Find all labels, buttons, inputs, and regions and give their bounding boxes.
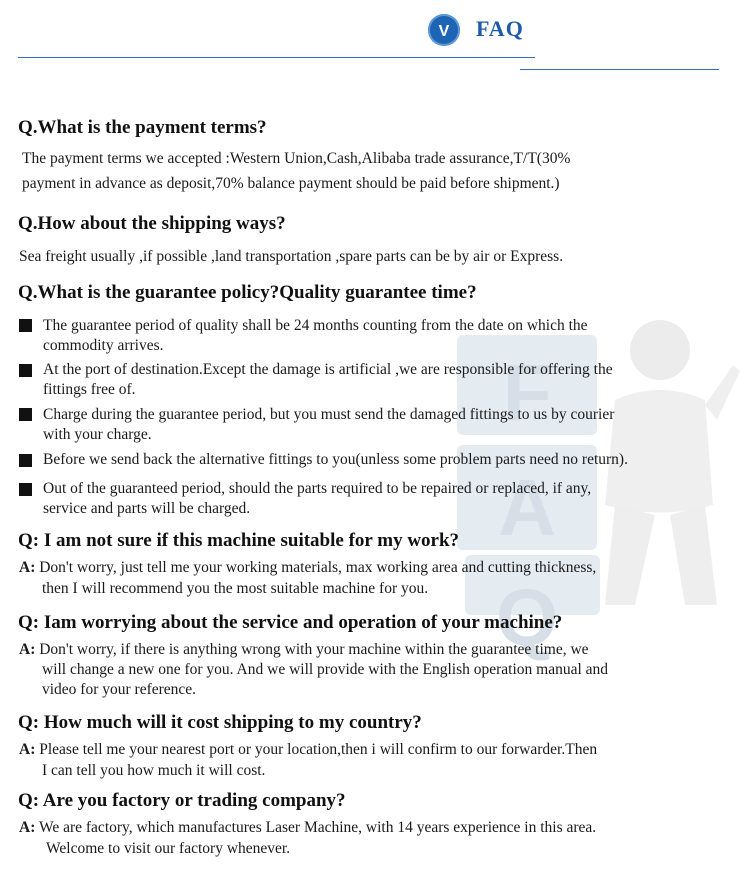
watermark-letter-f: F (502, 348, 552, 437)
guarantee-item-2-line2: fittings free of. (43, 381, 136, 398)
answer-service-line1 (19, 639, 589, 660)
answer-shipping-cost-line1 (19, 739, 597, 760)
guarantee-item-5-line1: Out of the guaranteed period, should the parts required to be repaired or replaced, if any, (43, 480, 592, 497)
bullet-icon (19, 483, 32, 496)
watermark-letter-q: Q (495, 573, 559, 662)
answer-machine-suitable-line1 (19, 557, 596, 578)
answer-service-line3: video for your reference. (42, 681, 197, 698)
watermark-letter-a: A (498, 463, 556, 552)
answer-payment-line2: payment in advance as deposit,70% balance payment should be paid before shipment.) (22, 175, 560, 192)
guarantee-item-2-line1: At the port of destination.Except the damage is artificial ,we are responsible for offering the (43, 361, 613, 378)
bullet-icon (19, 319, 32, 332)
logo-letter: V (438, 23, 450, 40)
answer-label: A: (19, 741, 36, 758)
question-machine-suitable: Q: I am not sure if this machine suitable for my work? (18, 530, 460, 551)
question-payment: Q.What is the payment terms? (18, 117, 267, 138)
answer-text: We are factory, which manufactures Laser Machine, with 14 years experience in this area. (35, 819, 597, 836)
answer-payment-line1: The payment terms we accepted :Western Union,Cash,Alibaba trade assurance,T/T(30% (22, 150, 571, 167)
faq-logo-icon (428, 14, 460, 46)
bullet-icon (19, 364, 32, 377)
guarantee-item-1-line2: commodity arrives. (43, 337, 164, 354)
question-service: Q: Iam worrying about the service and operation of your machine? (18, 612, 563, 633)
bullet-icon (19, 454, 32, 467)
answer-machine-suitable-line2: then I will recommend you the most suitable machine for you. (42, 580, 429, 597)
guarantee-item-3-line1: Charge during the guarantee period, but you must send the damaged fittings to us by courier (43, 406, 615, 423)
header-divider-left (18, 57, 535, 58)
guarantee-item-3-line2: with your charge. (43, 426, 152, 443)
bullet-icon (19, 408, 32, 421)
guarantee-item-1-line1: The guarantee period of quality shall be 24 months counting from the date on which the (43, 317, 588, 334)
answer-factory-line2: Welcome to visit our factory whenever. (46, 840, 291, 857)
question-guarantee: Q.What is the guarantee policy?Quality guarantee time? (18, 282, 477, 303)
answer-shipping: Sea freight usually ,if possible ,land transportation ,spare parts can be by air or Express. (19, 248, 564, 265)
answer-label: A: (19, 819, 36, 836)
answer-factory-line1 (19, 817, 596, 838)
guarantee-item-5-line2: service and parts will be charged. (43, 500, 251, 517)
question-shipping: Q.How about the shipping ways? (18, 213, 286, 234)
answer-label: A: (19, 559, 36, 576)
question-shipping-cost: Q: How much will it cost shipping to my country? (18, 712, 422, 733)
answer-service-line2: will change a new one for you. And we will provide with the English operation manual and (42, 661, 609, 678)
question-factory: Q: Are you factory or trading company? (18, 790, 346, 811)
answer-shipping-cost-line2: I can tell you how much it will cost. (42, 762, 266, 779)
page-title: FAQ (476, 16, 524, 41)
answer-label: A: (19, 641, 36, 658)
header-divider-right (520, 69, 719, 70)
answer-text: Don't worry, if there is anything wrong with your machine within the guarantee time, we (35, 641, 589, 658)
answer-text: Please tell me your nearest port or your location,then i will confirm to our forwarder.Then (35, 741, 598, 758)
answer-text: Don't worry, just tell me your working materials, max working area and cutting thickness, (35, 559, 597, 576)
guarantee-item-4: Before we send back the alternative fittings to you(unless some problem parts need no return). (43, 451, 628, 468)
